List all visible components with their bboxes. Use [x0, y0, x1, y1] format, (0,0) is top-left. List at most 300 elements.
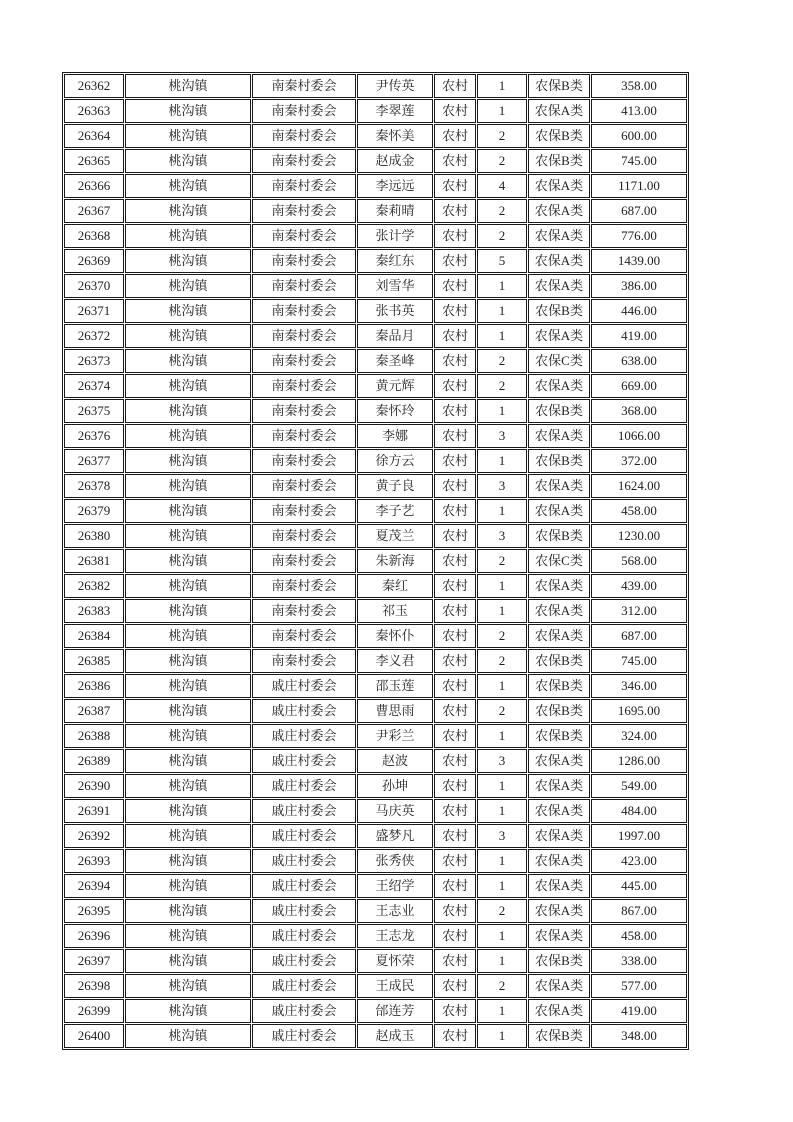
- cell-person-name: 刘雪华: [357, 274, 433, 298]
- cell-person-count: 5: [477, 249, 527, 273]
- cell-record-id: 26399: [64, 999, 124, 1023]
- cell-amount: 1695.00: [591, 699, 687, 723]
- cell-insurance-type: 农保A类: [528, 774, 590, 798]
- table-row: [64, 424, 687, 448]
- cell-insurance-type: 农保A类: [528, 824, 590, 848]
- cell-amount: 419.00: [591, 324, 687, 348]
- cell-person-count: 2: [477, 699, 527, 723]
- cell-amount: 1997.00: [591, 824, 687, 848]
- cell-person-name: 张秀侠: [357, 849, 433, 873]
- cell-village-committee: 南秦村委会: [252, 199, 356, 223]
- cell-person-name: 朱新海: [357, 549, 433, 573]
- table-row: [64, 324, 687, 348]
- table-row: [64, 799, 687, 823]
- cell-amount: 346.00: [591, 674, 687, 698]
- cell-amount: 568.00: [591, 549, 687, 573]
- cell-record-id: 26362: [64, 74, 124, 98]
- cell-person-count: 1: [477, 574, 527, 598]
- cell-town: 桃沟镇: [125, 624, 251, 648]
- cell-person-count: 2: [477, 124, 527, 148]
- cell-record-id: 26400: [64, 1024, 124, 1048]
- cell-residence-type: 农村: [434, 824, 476, 848]
- cell-residence-type: 农村: [434, 299, 476, 323]
- table-row: [64, 474, 687, 498]
- cell-amount: 549.00: [591, 774, 687, 798]
- cell-village-committee: 南秦村委会: [252, 99, 356, 123]
- cell-record-id: 26375: [64, 399, 124, 423]
- cell-residence-type: 农村: [434, 724, 476, 748]
- table-row: [64, 774, 687, 798]
- cell-residence-type: 农村: [434, 249, 476, 273]
- cell-residence-type: 农村: [434, 799, 476, 823]
- cell-insurance-type: 农保B类: [528, 649, 590, 673]
- table-row: [64, 274, 687, 298]
- cell-person-name: 夏茂兰: [357, 524, 433, 548]
- cell-town: 桃沟镇: [125, 424, 251, 448]
- table-row: [64, 624, 687, 648]
- cell-person-name: 秦莉晴: [357, 199, 433, 223]
- cell-residence-type: 农村: [434, 499, 476, 523]
- cell-village-committee: 戚庄村委会: [252, 949, 356, 973]
- cell-insurance-type: 农保A类: [528, 499, 590, 523]
- cell-village-committee: 戚庄村委会: [252, 999, 356, 1023]
- cell-record-id: 26385: [64, 649, 124, 673]
- table-row: [64, 749, 687, 773]
- cell-insurance-type: 农保A类: [528, 899, 590, 923]
- table-row: [64, 399, 687, 423]
- cell-village-committee: 戚庄村委会: [252, 774, 356, 798]
- cell-village-committee: 戚庄村委会: [252, 724, 356, 748]
- cell-person-count: 3: [477, 424, 527, 448]
- cell-person-name: 张计学: [357, 224, 433, 248]
- cell-residence-type: 农村: [434, 874, 476, 898]
- cell-residence-type: 农村: [434, 899, 476, 923]
- cell-person-count: 1: [477, 849, 527, 873]
- table-row: [64, 674, 687, 698]
- table-row: [64, 74, 687, 98]
- cell-insurance-type: 农保A类: [528, 99, 590, 123]
- cell-insurance-type: 农保B类: [528, 1024, 590, 1048]
- cell-town: 桃沟镇: [125, 199, 251, 223]
- cell-village-committee: 南秦村委会: [252, 249, 356, 273]
- cell-person-count: 2: [477, 349, 527, 373]
- cell-town: 桃沟镇: [125, 599, 251, 623]
- cell-residence-type: 农村: [434, 174, 476, 198]
- cell-town: 桃沟镇: [125, 949, 251, 973]
- cell-residence-type: 农村: [434, 424, 476, 448]
- cell-person-count: 1: [477, 324, 527, 348]
- cell-person-count: 1: [477, 949, 527, 973]
- table-row: [64, 349, 687, 373]
- cell-amount: 745.00: [591, 149, 687, 173]
- cell-record-id: 26379: [64, 499, 124, 523]
- cell-record-id: 26397: [64, 949, 124, 973]
- table-row: [64, 174, 687, 198]
- cell-town: 桃沟镇: [125, 974, 251, 998]
- table-row: [64, 824, 687, 848]
- table-row: [64, 949, 687, 973]
- cell-village-committee: 南秦村委会: [252, 624, 356, 648]
- cell-record-id: 26382: [64, 574, 124, 598]
- cell-town: 桃沟镇: [125, 799, 251, 823]
- cell-person-count: 2: [477, 624, 527, 648]
- cell-insurance-type: 农保A类: [528, 974, 590, 998]
- cell-village-committee: 戚庄村委会: [252, 899, 356, 923]
- cell-town: 桃沟镇: [125, 874, 251, 898]
- cell-person-count: 1: [477, 299, 527, 323]
- cell-person-count: 1: [477, 674, 527, 698]
- cell-insurance-type: 农保A类: [528, 199, 590, 223]
- cell-record-id: 26369: [64, 249, 124, 273]
- payment-records-table: [62, 72, 689, 1050]
- cell-person-name: 秦怀仆: [357, 624, 433, 648]
- cell-village-committee: 戚庄村委会: [252, 824, 356, 848]
- cell-amount: 1230.00: [591, 524, 687, 548]
- cell-town: 桃沟镇: [125, 124, 251, 148]
- cell-record-id: 26388: [64, 724, 124, 748]
- cell-village-committee: 南秦村委会: [252, 124, 356, 148]
- cell-person-name: 赵波: [357, 749, 433, 773]
- cell-residence-type: 农村: [434, 374, 476, 398]
- cell-residence-type: 农村: [434, 574, 476, 598]
- cell-town: 桃沟镇: [125, 999, 251, 1023]
- cell-person-name: 马庆英: [357, 799, 433, 823]
- cell-village-committee: 南秦村委会: [252, 324, 356, 348]
- cell-person-count: 1: [477, 924, 527, 948]
- cell-record-id: 26383: [64, 599, 124, 623]
- cell-record-id: 26393: [64, 849, 124, 873]
- cell-town: 桃沟镇: [125, 474, 251, 498]
- cell-village-committee: 南秦村委会: [252, 599, 356, 623]
- cell-record-id: 26389: [64, 749, 124, 773]
- cell-town: 桃沟镇: [125, 649, 251, 673]
- cell-insurance-type: 农保B类: [528, 149, 590, 173]
- cell-record-id: 26395: [64, 899, 124, 923]
- cell-village-committee: 南秦村委会: [252, 374, 356, 398]
- cell-town: 桃沟镇: [125, 849, 251, 873]
- cell-residence-type: 农村: [434, 1024, 476, 1048]
- cell-insurance-type: 农保A类: [528, 324, 590, 348]
- cell-village-committee: 南秦村委会: [252, 549, 356, 573]
- cell-person-count: 1: [477, 774, 527, 798]
- cell-record-id: 26376: [64, 424, 124, 448]
- cell-person-name: 尹传英: [357, 74, 433, 98]
- cell-amount: 1624.00: [591, 474, 687, 498]
- cell-person-name: 夏怀荣: [357, 949, 433, 973]
- cell-town: 桃沟镇: [125, 374, 251, 398]
- cell-person-count: 1: [477, 874, 527, 898]
- cell-record-id: 26373: [64, 349, 124, 373]
- cell-village-committee: 南秦村委会: [252, 449, 356, 473]
- cell-insurance-type: 农保A类: [528, 274, 590, 298]
- cell-person-name: 黄元辉: [357, 374, 433, 398]
- table-row: [64, 599, 687, 623]
- cell-residence-type: 农村: [434, 924, 476, 948]
- cell-person-count: 1: [477, 1024, 527, 1048]
- cell-residence-type: 农村: [434, 749, 476, 773]
- table-row: [64, 699, 687, 723]
- cell-insurance-type: 农保B类: [528, 449, 590, 473]
- cell-record-id: 26378: [64, 474, 124, 498]
- cell-residence-type: 农村: [434, 524, 476, 548]
- cell-residence-type: 农村: [434, 674, 476, 698]
- cell-amount: 600.00: [591, 124, 687, 148]
- table-row: [64, 374, 687, 398]
- table-row: [64, 99, 687, 123]
- cell-amount: 419.00: [591, 999, 687, 1023]
- cell-residence-type: 农村: [434, 474, 476, 498]
- table-row: [64, 899, 687, 923]
- cell-record-id: 26396: [64, 924, 124, 948]
- cell-record-id: 26374: [64, 374, 124, 398]
- cell-record-id: 26381: [64, 549, 124, 573]
- cell-residence-type: 农村: [434, 124, 476, 148]
- cell-village-committee: 戚庄村委会: [252, 974, 356, 998]
- cell-person-count: 2: [477, 549, 527, 573]
- cell-person-name: 王绍学: [357, 874, 433, 898]
- cell-amount: 1439.00: [591, 249, 687, 273]
- cell-amount: 368.00: [591, 399, 687, 423]
- cell-village-committee: 戚庄村委会: [252, 674, 356, 698]
- table-row: [64, 299, 687, 323]
- cell-insurance-type: 农保A类: [528, 174, 590, 198]
- cell-village-committee: 戚庄村委会: [252, 874, 356, 898]
- cell-village-committee: 戚庄村委会: [252, 749, 356, 773]
- cell-person-count: 3: [477, 749, 527, 773]
- cell-insurance-type: 农保A类: [528, 249, 590, 273]
- cell-person-count: 1: [477, 74, 527, 98]
- cell-amount: 484.00: [591, 799, 687, 823]
- cell-amount: 867.00: [591, 899, 687, 923]
- cell-village-committee: 南秦村委会: [252, 274, 356, 298]
- cell-person-count: 1: [477, 274, 527, 298]
- table-row: [64, 199, 687, 223]
- cell-village-committee: 南秦村委会: [252, 574, 356, 598]
- cell-town: 桃沟镇: [125, 74, 251, 98]
- cell-residence-type: 农村: [434, 849, 476, 873]
- cell-village-committee: 南秦村委会: [252, 74, 356, 98]
- cell-record-id: 26384: [64, 624, 124, 648]
- cell-insurance-type: 农保A类: [528, 849, 590, 873]
- cell-insurance-type: 农保B类: [528, 949, 590, 973]
- cell-insurance-type: 农保B类: [528, 699, 590, 723]
- cell-person-name: 王志龙: [357, 924, 433, 948]
- table-row: [64, 649, 687, 673]
- cell-insurance-type: 农保A类: [528, 799, 590, 823]
- table-row: [64, 1024, 687, 1048]
- cell-insurance-type: 农保A类: [528, 924, 590, 948]
- cell-person-name: 赵成金: [357, 149, 433, 173]
- cell-record-id: 26386: [64, 674, 124, 698]
- cell-amount: 669.00: [591, 374, 687, 398]
- cell-residence-type: 农村: [434, 974, 476, 998]
- table-row: [64, 874, 687, 898]
- cell-person-name: 尹彩兰: [357, 724, 433, 748]
- cell-person-name: 赵成玉: [357, 1024, 433, 1048]
- cell-person-name: 王成民: [357, 974, 433, 998]
- cell-amount: 1286.00: [591, 749, 687, 773]
- cell-town: 桃沟镇: [125, 824, 251, 848]
- cell-person-count: 2: [477, 649, 527, 673]
- cell-town: 桃沟镇: [125, 149, 251, 173]
- cell-town: 桃沟镇: [125, 349, 251, 373]
- cell-person-name: 张书英: [357, 299, 433, 323]
- cell-person-count: 2: [477, 974, 527, 998]
- cell-record-id: 26390: [64, 774, 124, 798]
- cell-residence-type: 农村: [434, 624, 476, 648]
- cell-record-id: 26370: [64, 274, 124, 298]
- cell-person-count: 3: [477, 824, 527, 848]
- cell-residence-type: 农村: [434, 74, 476, 98]
- table-row: [64, 999, 687, 1023]
- cell-amount: 687.00: [591, 199, 687, 223]
- cell-insurance-type: 农保B类: [528, 724, 590, 748]
- cell-town: 桃沟镇: [125, 724, 251, 748]
- cell-person-count: 2: [477, 199, 527, 223]
- cell-record-id: 26387: [64, 699, 124, 723]
- cell-amount: 312.00: [591, 599, 687, 623]
- table-row: [64, 449, 687, 473]
- cell-insurance-type: 农保B类: [528, 524, 590, 548]
- table-row: [64, 849, 687, 873]
- cell-village-committee: 南秦村委会: [252, 149, 356, 173]
- cell-residence-type: 农村: [434, 549, 476, 573]
- cell-person-count: 1: [477, 499, 527, 523]
- cell-record-id: 26371: [64, 299, 124, 323]
- cell-person-name: 祁玉: [357, 599, 433, 623]
- cell-town: 桃沟镇: [125, 174, 251, 198]
- cell-record-id: 26365: [64, 149, 124, 173]
- cell-record-id: 26398: [64, 974, 124, 998]
- cell-person-name: 李义君: [357, 649, 433, 673]
- table-row: [64, 724, 687, 748]
- cell-town: 桃沟镇: [125, 574, 251, 598]
- cell-residence-type: 农村: [434, 599, 476, 623]
- cell-insurance-type: 农保A类: [528, 424, 590, 448]
- cell-record-id: 26367: [64, 199, 124, 223]
- cell-amount: 372.00: [591, 449, 687, 473]
- cell-town: 桃沟镇: [125, 899, 251, 923]
- cell-person-name: 王志业: [357, 899, 433, 923]
- cell-village-committee: 南秦村委会: [252, 399, 356, 423]
- cell-insurance-type: 农保B类: [528, 124, 590, 148]
- cell-amount: 324.00: [591, 724, 687, 748]
- cell-insurance-type: 农保A类: [528, 374, 590, 398]
- cell-village-committee: 戚庄村委会: [252, 799, 356, 823]
- cell-amount: 386.00: [591, 274, 687, 298]
- cell-person-count: 1: [477, 99, 527, 123]
- cell-village-committee: 南秦村委会: [252, 474, 356, 498]
- cell-residence-type: 农村: [434, 224, 476, 248]
- cell-residence-type: 农村: [434, 349, 476, 373]
- cell-amount: 423.00: [591, 849, 687, 873]
- cell-village-committee: 南秦村委会: [252, 174, 356, 198]
- cell-person-count: 1: [477, 449, 527, 473]
- cell-village-committee: 戚庄村委会: [252, 924, 356, 948]
- cell-residence-type: 农村: [434, 199, 476, 223]
- cell-residence-type: 农村: [434, 324, 476, 348]
- cell-amount: 1171.00: [591, 174, 687, 198]
- cell-person-name: 秦品月: [357, 324, 433, 348]
- table-row: [64, 574, 687, 598]
- cell-person-name: 秦红: [357, 574, 433, 598]
- cell-insurance-type: 农保A类: [528, 874, 590, 898]
- cell-village-committee: 戚庄村委会: [252, 699, 356, 723]
- cell-insurance-type: 农保C类: [528, 349, 590, 373]
- table-row: [64, 499, 687, 523]
- cell-amount: 458.00: [591, 499, 687, 523]
- cell-residence-type: 农村: [434, 699, 476, 723]
- cell-town: 桃沟镇: [125, 399, 251, 423]
- cell-village-committee: 南秦村委会: [252, 349, 356, 373]
- cell-insurance-type: 农保C类: [528, 549, 590, 573]
- cell-amount: 687.00: [591, 624, 687, 648]
- cell-village-committee: 戚庄村委会: [252, 849, 356, 873]
- cell-village-committee: 南秦村委会: [252, 224, 356, 248]
- cell-record-id: 26372: [64, 324, 124, 348]
- cell-amount: 413.00: [591, 99, 687, 123]
- cell-amount: 458.00: [591, 924, 687, 948]
- cell-person-count: 1: [477, 599, 527, 623]
- cell-amount: 338.00: [591, 949, 687, 973]
- cell-town: 桃沟镇: [125, 99, 251, 123]
- cell-amount: 348.00: [591, 1024, 687, 1048]
- cell-insurance-type: 农保A类: [528, 624, 590, 648]
- cell-person-name: 李娜: [357, 424, 433, 448]
- cell-person-name: 李子艺: [357, 499, 433, 523]
- cell-record-id: 26366: [64, 174, 124, 198]
- cell-town: 桃沟镇: [125, 499, 251, 523]
- cell-amount: 577.00: [591, 974, 687, 998]
- cell-town: 桃沟镇: [125, 1024, 251, 1048]
- cell-amount: 358.00: [591, 74, 687, 98]
- table-row: [64, 124, 687, 148]
- cell-amount: 439.00: [591, 574, 687, 598]
- cell-person-count: 1: [477, 999, 527, 1023]
- cell-person-name: 徐方云: [357, 449, 433, 473]
- cell-person-name: 秦红东: [357, 249, 433, 273]
- cell-town: 桃沟镇: [125, 749, 251, 773]
- cell-record-id: 26364: [64, 124, 124, 148]
- cell-person-count: 2: [477, 149, 527, 173]
- cell-person-name: 黄子良: [357, 474, 433, 498]
- cell-record-id: 26391: [64, 799, 124, 823]
- cell-residence-type: 农村: [434, 649, 476, 673]
- table-row: [64, 249, 687, 273]
- cell-person-count: 2: [477, 374, 527, 398]
- cell-insurance-type: 农保B类: [528, 299, 590, 323]
- cell-town: 桃沟镇: [125, 774, 251, 798]
- cell-residence-type: 农村: [434, 774, 476, 798]
- cell-village-committee: 南秦村委会: [252, 524, 356, 548]
- cell-person-count: 1: [477, 799, 527, 823]
- cell-village-committee: 南秦村委会: [252, 499, 356, 523]
- cell-residence-type: 农村: [434, 999, 476, 1023]
- cell-town: 桃沟镇: [125, 324, 251, 348]
- table-row: [64, 549, 687, 573]
- cell-village-committee: 南秦村委会: [252, 299, 356, 323]
- table-row: [64, 149, 687, 173]
- cell-amount: 1066.00: [591, 424, 687, 448]
- cell-person-name: 盛梦凡: [357, 824, 433, 848]
- cell-town: 桃沟镇: [125, 249, 251, 273]
- cell-person-count: 1: [477, 724, 527, 748]
- cell-village-committee: 戚庄村委会: [252, 1024, 356, 1048]
- cell-village-committee: 南秦村委会: [252, 424, 356, 448]
- cell-town: 桃沟镇: [125, 699, 251, 723]
- cell-person-name: 曹思雨: [357, 699, 433, 723]
- cell-record-id: 26377: [64, 449, 124, 473]
